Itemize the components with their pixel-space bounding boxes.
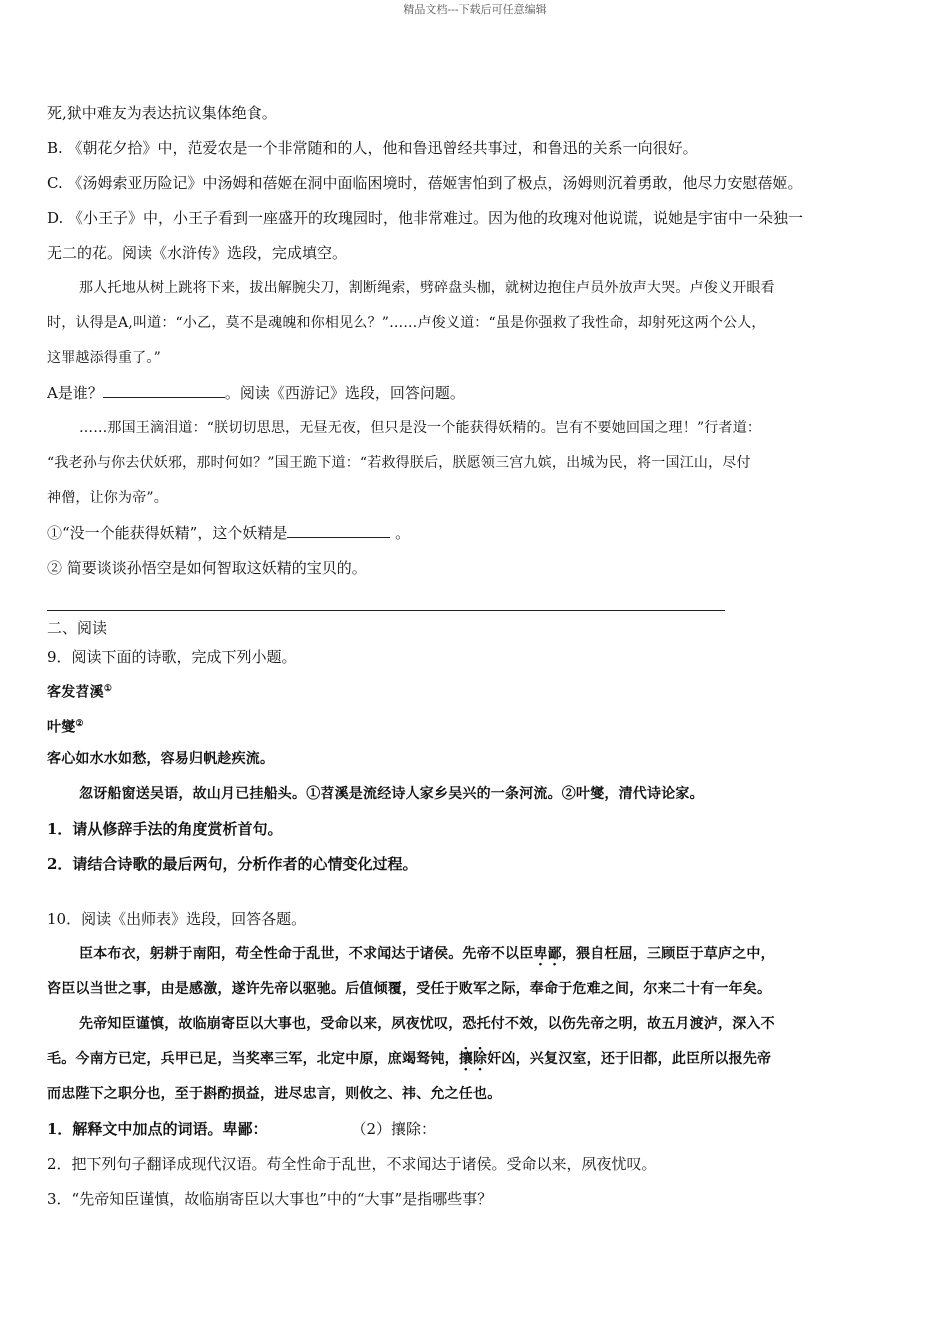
poem-title-text: 客发苕溪 xyxy=(47,684,104,701)
dotted-word-char: 攘 xyxy=(458,1051,474,1067)
question-text: ①“没一个能获得妖精”，这个妖精是 xyxy=(47,524,288,542)
sub-question: 1．请从修辞手法的角度赏析首句。 xyxy=(47,820,283,838)
passage-text: 奸凶，兴复汉室，还于旧都，此臣所以报先帝 xyxy=(487,1051,772,1067)
poem-line: 客心如水水如愁，容易归帆趁疾流。 xyxy=(47,751,275,767)
dotted-word-char: 除 xyxy=(473,1051,488,1067)
shuihu-passage-line: 时，认得是A,叫道：“小乙，莫不是魂魄和你相见么？”……卢俊义道：“虽是你强救了我性命，却射死这两个公人， xyxy=(47,315,766,331)
question-text: 。 xyxy=(395,524,411,542)
passage-text: 臣本布衣，躬耕于南阳，苟全性命于乱世，不求闻达于诸侯。先帝不以臣 xyxy=(79,946,534,962)
spacer xyxy=(47,882,917,902)
text-line: 无二的花。阅读《水浒传》选段，完成填空。 xyxy=(47,244,348,262)
document-body xyxy=(47,96,917,1217)
passage-text: 毛。今南方已定，兵甲已足，当奖率三军，北定中原，庶竭驽钝， xyxy=(47,1051,459,1067)
sub-question: 3．“先帝知臣谨慎，故临崩寄臣以大事也”中的“大事”是指哪些事？ xyxy=(47,1190,493,1208)
chushibiao-line: 而忠陛下之职分也，至于斟酌损益，进尽忠言，则攸之、祎、允之任也。 xyxy=(47,1086,502,1102)
option-c: C. 《汤姆索亚历险记》中汤姆和蓓姬在洞中面临困境时，蓓姬害怕到了极点，汤姆则沉着勇敢，他尽力安慰蓓姬。 xyxy=(47,174,803,192)
shuihu-passage-line: 这罪越添得重了。” xyxy=(47,350,161,366)
chushibiao-line: 咨臣以当世之事，由是感激，遂许先帝以驱驰。后值倾覆，受任于败军之际，奉命于危难之间，尔来二十有一年矣。 xyxy=(47,981,772,997)
sub-question xyxy=(47,1112,917,1147)
passage-text: ，猥自枉屈，三顾臣于草庐之中， xyxy=(561,946,775,962)
xiyou-passage-line: 神僧，让你为帝”。 xyxy=(47,490,168,506)
footnote-marker: ② xyxy=(75,719,84,729)
page-header: 精品文档---下载后可任意编辑 xyxy=(403,3,547,16)
question-text: 。阅读《西游记》选段，回答问题。 xyxy=(224,384,465,402)
text-line: 死,狱中难友为表达抗议集体绝食。 xyxy=(47,104,277,122)
xiyou-passage-line: “我老孙与你去伏妖邪，那时何如？”国王跪下道：“若救得朕后，朕愿领三宫九嫔，出城为民，将一国江山，尽付 xyxy=(47,455,751,471)
poem-line: 忽讶船窗送吴语，故山月已挂船头。①苕溪是流经诗人家乡吴兴的一条河流。②叶燮，清代诗论家。 xyxy=(79,786,704,802)
option-d: D. 《小王子》中，小王子看到一座盛开的玫瑰园时，他非常难过。因为他的玫瑰对他说谎，说她是宇宙中一朵独一 xyxy=(47,209,804,227)
option-b: B. 《朝花夕拾》中，范爱农是一个非常随和的人，他和鲁迅曾经共事过，和鲁迅的关系一向很好。 xyxy=(47,139,698,157)
poet-name-text: 叶燮 xyxy=(47,719,76,736)
chushibiao-line: 先帝知臣谨慎，故临崩寄臣以大事也，受命以来，夙夜忧叹，恐托付不效，以伤先帝之明，故五月渡泸，深入不 xyxy=(79,1016,775,1032)
sub-question-text: （2）攘除： xyxy=(351,1120,436,1138)
poem-title xyxy=(47,672,917,707)
shuihu-passage-line: 那人托地从树上跳将下来，拔出解腕尖刀，割断绳索，劈碎盘头枷，就树边抱住卢员外放声大哭。卢俊义开眼看 xyxy=(79,280,775,296)
poet-name xyxy=(47,707,917,742)
question-line: ② 简要谈谈孙悟空是如何智取这妖精的宝贝的。 xyxy=(47,559,367,577)
footnote-marker: ① xyxy=(103,684,113,694)
question-line xyxy=(47,516,917,551)
dotted-word-char: 卑 xyxy=(533,946,548,962)
chushibiao-line xyxy=(47,937,917,972)
question-text: A是谁？ xyxy=(47,384,103,402)
section-heading: 二、阅读 xyxy=(47,619,108,637)
xiyou-passage-line: ……那国王滴泪道：“朕切切思思，无昼无夜，但只是没一个能获得妖精的。岂有不要她回国之理！”行者道： xyxy=(79,420,762,436)
answer-blank[interactable] xyxy=(103,383,225,398)
question-line xyxy=(47,376,917,411)
question-heading: 9．阅读下面的诗歌，完成下列小题。 xyxy=(47,648,297,666)
sub-question: 2．把下列句子翻译成现代汉语。苟全性命于乱世，不求闻达于诸侯。受命以来，夙夜忧叹。 xyxy=(47,1155,657,1173)
chushibiao-line xyxy=(47,1042,917,1077)
sub-question: 2．请结合诗歌的最后两句，分析作者的心情变化过程。 xyxy=(47,855,418,873)
dotted-word-char: 鄙 xyxy=(547,946,562,962)
answer-blank[interactable] xyxy=(287,523,390,538)
sub-question-text: 1．解释文中加点的词语。卑鄙： xyxy=(47,1120,268,1138)
answer-rule[interactable] xyxy=(47,586,725,611)
question-heading: 10．阅读《出师表》选段，回答各题。 xyxy=(47,910,307,928)
